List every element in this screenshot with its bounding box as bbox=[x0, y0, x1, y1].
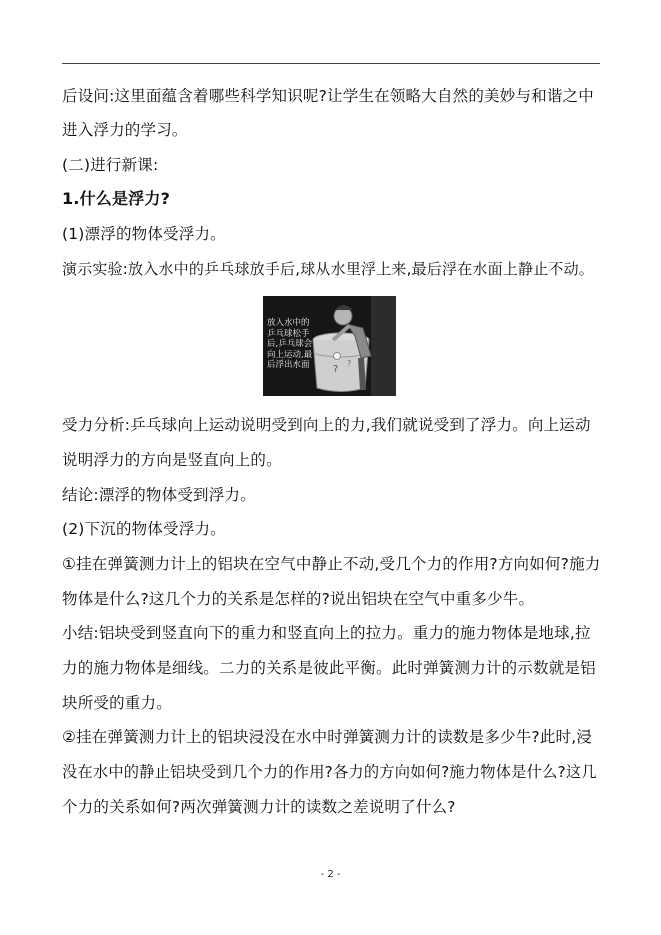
text-line-2: 进入浮力的学习。 bbox=[62, 121, 188, 139]
text-line-q1-1: ①挂在弹簧测力计上的铝块在空气中静止不动,受几个力的作用?方向如何?施力 bbox=[62, 555, 601, 573]
subsection-floating: (1)漂浮的物体受浮力。 bbox=[62, 225, 226, 243]
svg-text:?: ? bbox=[333, 364, 339, 375]
text-line-1: 后设问:这里面蕴含着哪些科学知识呢?让学生在领略大自然的美妙与和谐之中 bbox=[62, 87, 594, 105]
subsection-sinking: (2)下沉的物体受浮力。 bbox=[62, 520, 226, 538]
text-line-q1-2: 物体是什么?这几个力的关系是怎样的?说出铝块在空气中重多少牛。 bbox=[62, 590, 535, 608]
text-line-q2-1: ②挂在弹簧测力计上的铝块浸没在水中时弹簧测力计的读数是多少牛?此时,浸 bbox=[62, 728, 593, 746]
page-number: - 2 - bbox=[320, 869, 341, 880]
text-line-summary-1: 小结:铝块受到竖直向下的重力和竖直向上的拉力。重力的施力物体是地球,拉 bbox=[62, 624, 591, 642]
figure-caption: 放入水中的乒乓球松手后,乒乓球会向上运动,最后浮出水面 bbox=[267, 318, 313, 370]
text-line-q2-3: 个力的关系如何?两次弹簧测力计的读数之差说明了什么? bbox=[62, 798, 456, 816]
text-line-summary-3: 块所受的重力。 bbox=[62, 694, 172, 712]
section-title: (二)进行新课: bbox=[62, 156, 159, 174]
text-line-q2-2: 没在水中的静止铝块受到几个力的作用?各力的方向如何?施力物体是什么?这几 bbox=[62, 763, 597, 781]
header-rule bbox=[62, 63, 600, 64]
svg-text:?: ? bbox=[347, 359, 352, 368]
experiment-figure bbox=[263, 296, 396, 396]
text-line-demo: 演示实验:放入水中的乒乓球放手后,球从水里浮上来,最后浮在水面上静止不动。 bbox=[62, 260, 594, 278]
heading-what-is-buoyancy: 1.什么是浮力? bbox=[62, 189, 171, 208]
text-line-analysis-1: 受力分析:乒乓球向上运动说明受到向上的力,我们就说受到了浮力。向上运动 bbox=[62, 416, 591, 434]
text-line-summary-2: 力的施力物体是细线。二力的关系是彼此平衡。此时弹簧测力计的示数就是铝 bbox=[62, 659, 596, 677]
text-line-analysis-2: 说明浮力的方向是竖直向上的。 bbox=[62, 451, 282, 469]
text-line-conclusion: 结论:漂浮的物体受到浮力。 bbox=[62, 486, 256, 504]
